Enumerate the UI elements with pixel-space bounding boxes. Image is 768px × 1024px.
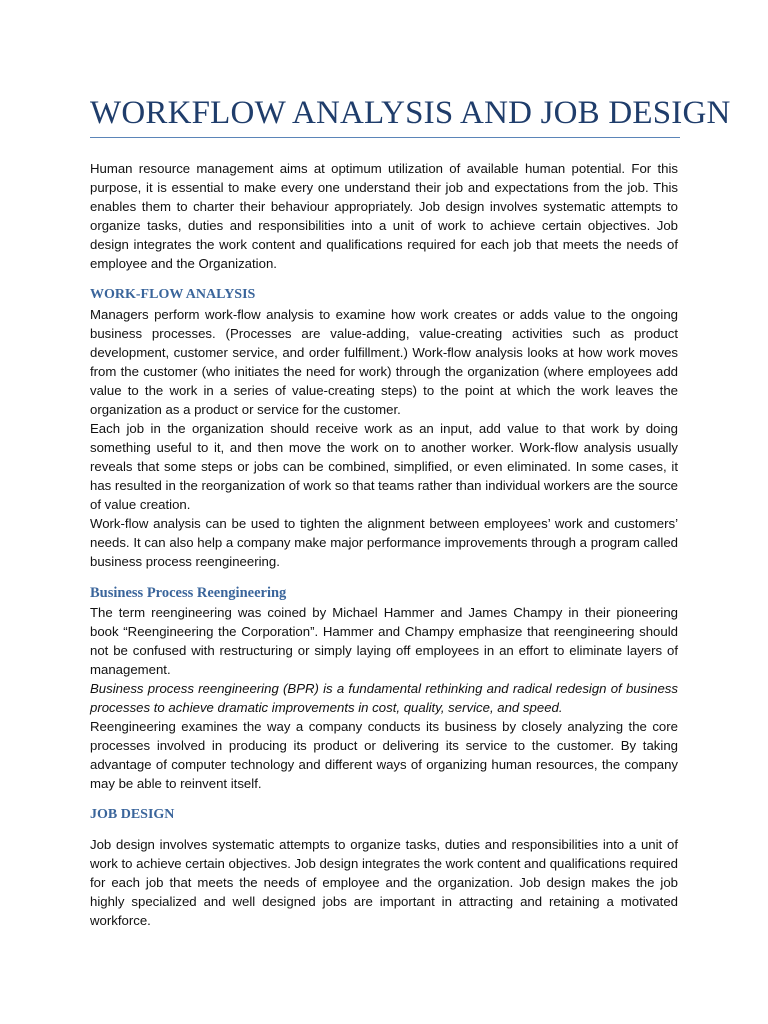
- bpr-definition: [90, 679, 678, 717]
- intro-paragraph: Human resource management aims at optimum utilization of available human potential. For this purpose, it is essential to make every one understand their job and expectations from the job. This enables them to charter their behaviour appropriately. Job design involves systematic attempts to organize tasks, duties and responsibilities into a unit of work to achieve certain objectives. Job design integrates the work content and qualifications required for each job that meets the needs of employee and the Organization.: [90, 161, 678, 271]
- workflow-paragraph-1: Managers perform work-flow analysis to examine how work creates or adds value to the ongoing business processes. (Processes are value-adding, value-creating activities such as product development, customer service, and order fulfillment.) Work-flow analysis looks at how work moves from the customer (who initiates the need for work) through the organization (where employees add value to the work in a series of value-creating steps) to the point at which the work leaves the organization as a product or service for the customer.: [90, 307, 678, 417]
- document-page: [90, 0, 731, 930]
- job-design-heading: JOB DESIGN: [90, 807, 175, 822]
- title-underline: [90, 137, 680, 138]
- workflow-heading: WORK-FLOW ANALYSIS: [90, 287, 256, 302]
- page-title: WORKFLOW ANALYSIS AND JOB DESIGN: [90, 95, 731, 131]
- workflow-paragraph-3: Work-flow analysis can be used to tighten the alignment between employees’ work and customers’ needs. It can also help a company make major performance improvements through a program called business process reengineering.: [90, 516, 678, 569]
- bpr-paragraph-1: The term reengineering was coined by Michael Hammer and James Champy in their pioneering book “Reengineering the Corporation”. Hammer and Champy emphasize that reengineering should not be confused with restructuring or simply laying off employees in an effort to eliminate layers of management.: [90, 605, 678, 677]
- bpr-definition-text: Business process reengineering (BPR) is a fundamental rethinking and radical redesign of business processes to achieve dramatic improvements in cost, quality, service, and speed.: [90, 681, 678, 715]
- bpr-paragraph-2: Reengineering examines the way a company conducts its business by closely analyzing the core processes involved in producing its product or delivering its service to the customer. By taking advantage of computer technology and different ways of organizing human resources, the company may be able to reinvent itself.: [90, 719, 678, 791]
- workflow-paragraph-2: Each job in the organization should receive work as an input, add value to that work by doing something useful to it, and then move the work on to another worker. Work-flow analysis usually reveals that some steps or jobs can be combined, simplified, or even eliminated. In some cases, it has resulted in the reorganization of work so that teams rather than individual workers are the source of value creation.: [90, 421, 678, 512]
- job-design-paragraph: Job design involves systematic attempts to organize tasks, duties and responsibilities into a unit of work to achieve certain objectives. Job design integrates the work content and qualifications required for each job that meets the needs of employee and the organization. Job design makes the job highly specialized and well designed jobs are important in attracting and retaining a motivated workforce.: [90, 837, 678, 928]
- bpr-heading: Business Process Reengineering: [90, 585, 287, 601]
